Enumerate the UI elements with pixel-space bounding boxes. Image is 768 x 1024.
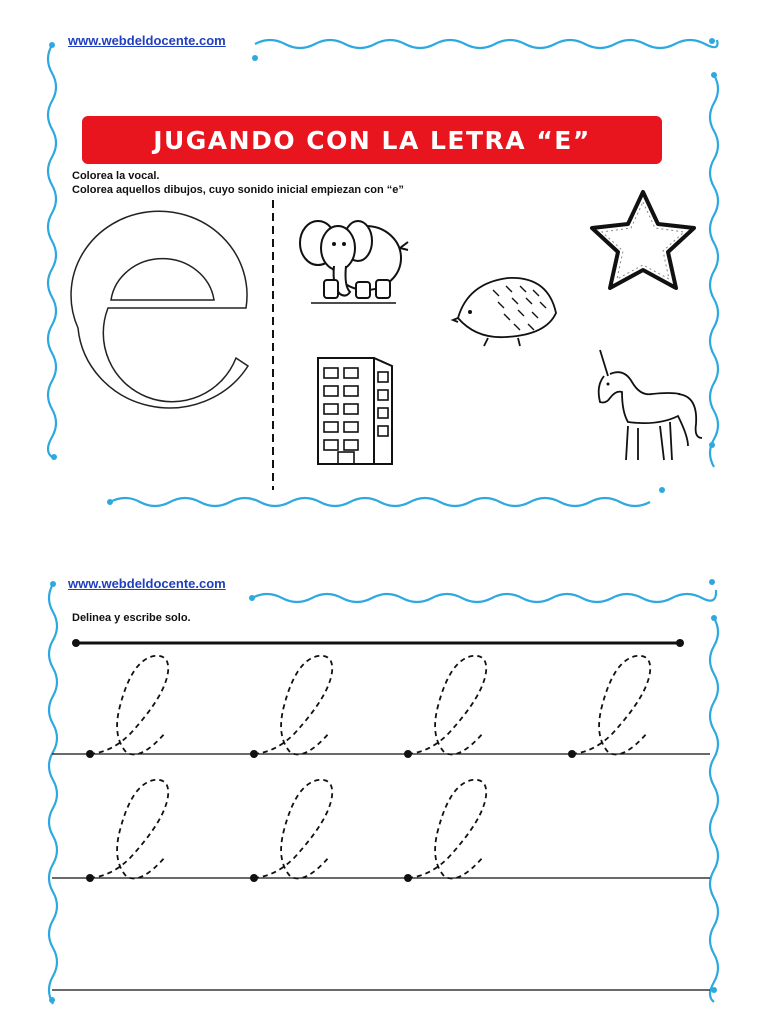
writing-row-3 [50, 980, 730, 1000]
instruction-line-1: Colorea la vocal. [72, 170, 160, 182]
traced-letter-e [408, 656, 486, 755]
start-dot [250, 874, 258, 882]
top-rule-line [72, 638, 692, 648]
start-dot [86, 750, 94, 758]
start-dot [568, 750, 576, 758]
traced-letter-e [90, 780, 168, 879]
bottom-url-link[interactable]: www.webdeldocente.com [68, 576, 226, 591]
traced-letter-e [254, 656, 332, 755]
start-dot [250, 750, 258, 758]
traced-letter-e [90, 656, 168, 755]
start-dot [86, 874, 94, 882]
traced-letter-e [572, 656, 650, 755]
traced-letter-e [408, 780, 486, 879]
traced-letter-e [254, 780, 332, 879]
start-dot [404, 874, 412, 882]
instruction-line-2: Colorea aquellos dibujos, cuyo sonido inicial empiezan con “e” [72, 184, 404, 196]
top-url-link[interactable]: www.webdeldocente.com [68, 33, 226, 48]
bottom-instruction: Delinea y escribe solo. [72, 612, 191, 624]
writing-row-1 [50, 650, 730, 760]
writing-row-2 [50, 774, 730, 884]
page-title: JUGANDO CON LA LETRA “E” [153, 125, 591, 155]
start-dot [404, 750, 412, 758]
